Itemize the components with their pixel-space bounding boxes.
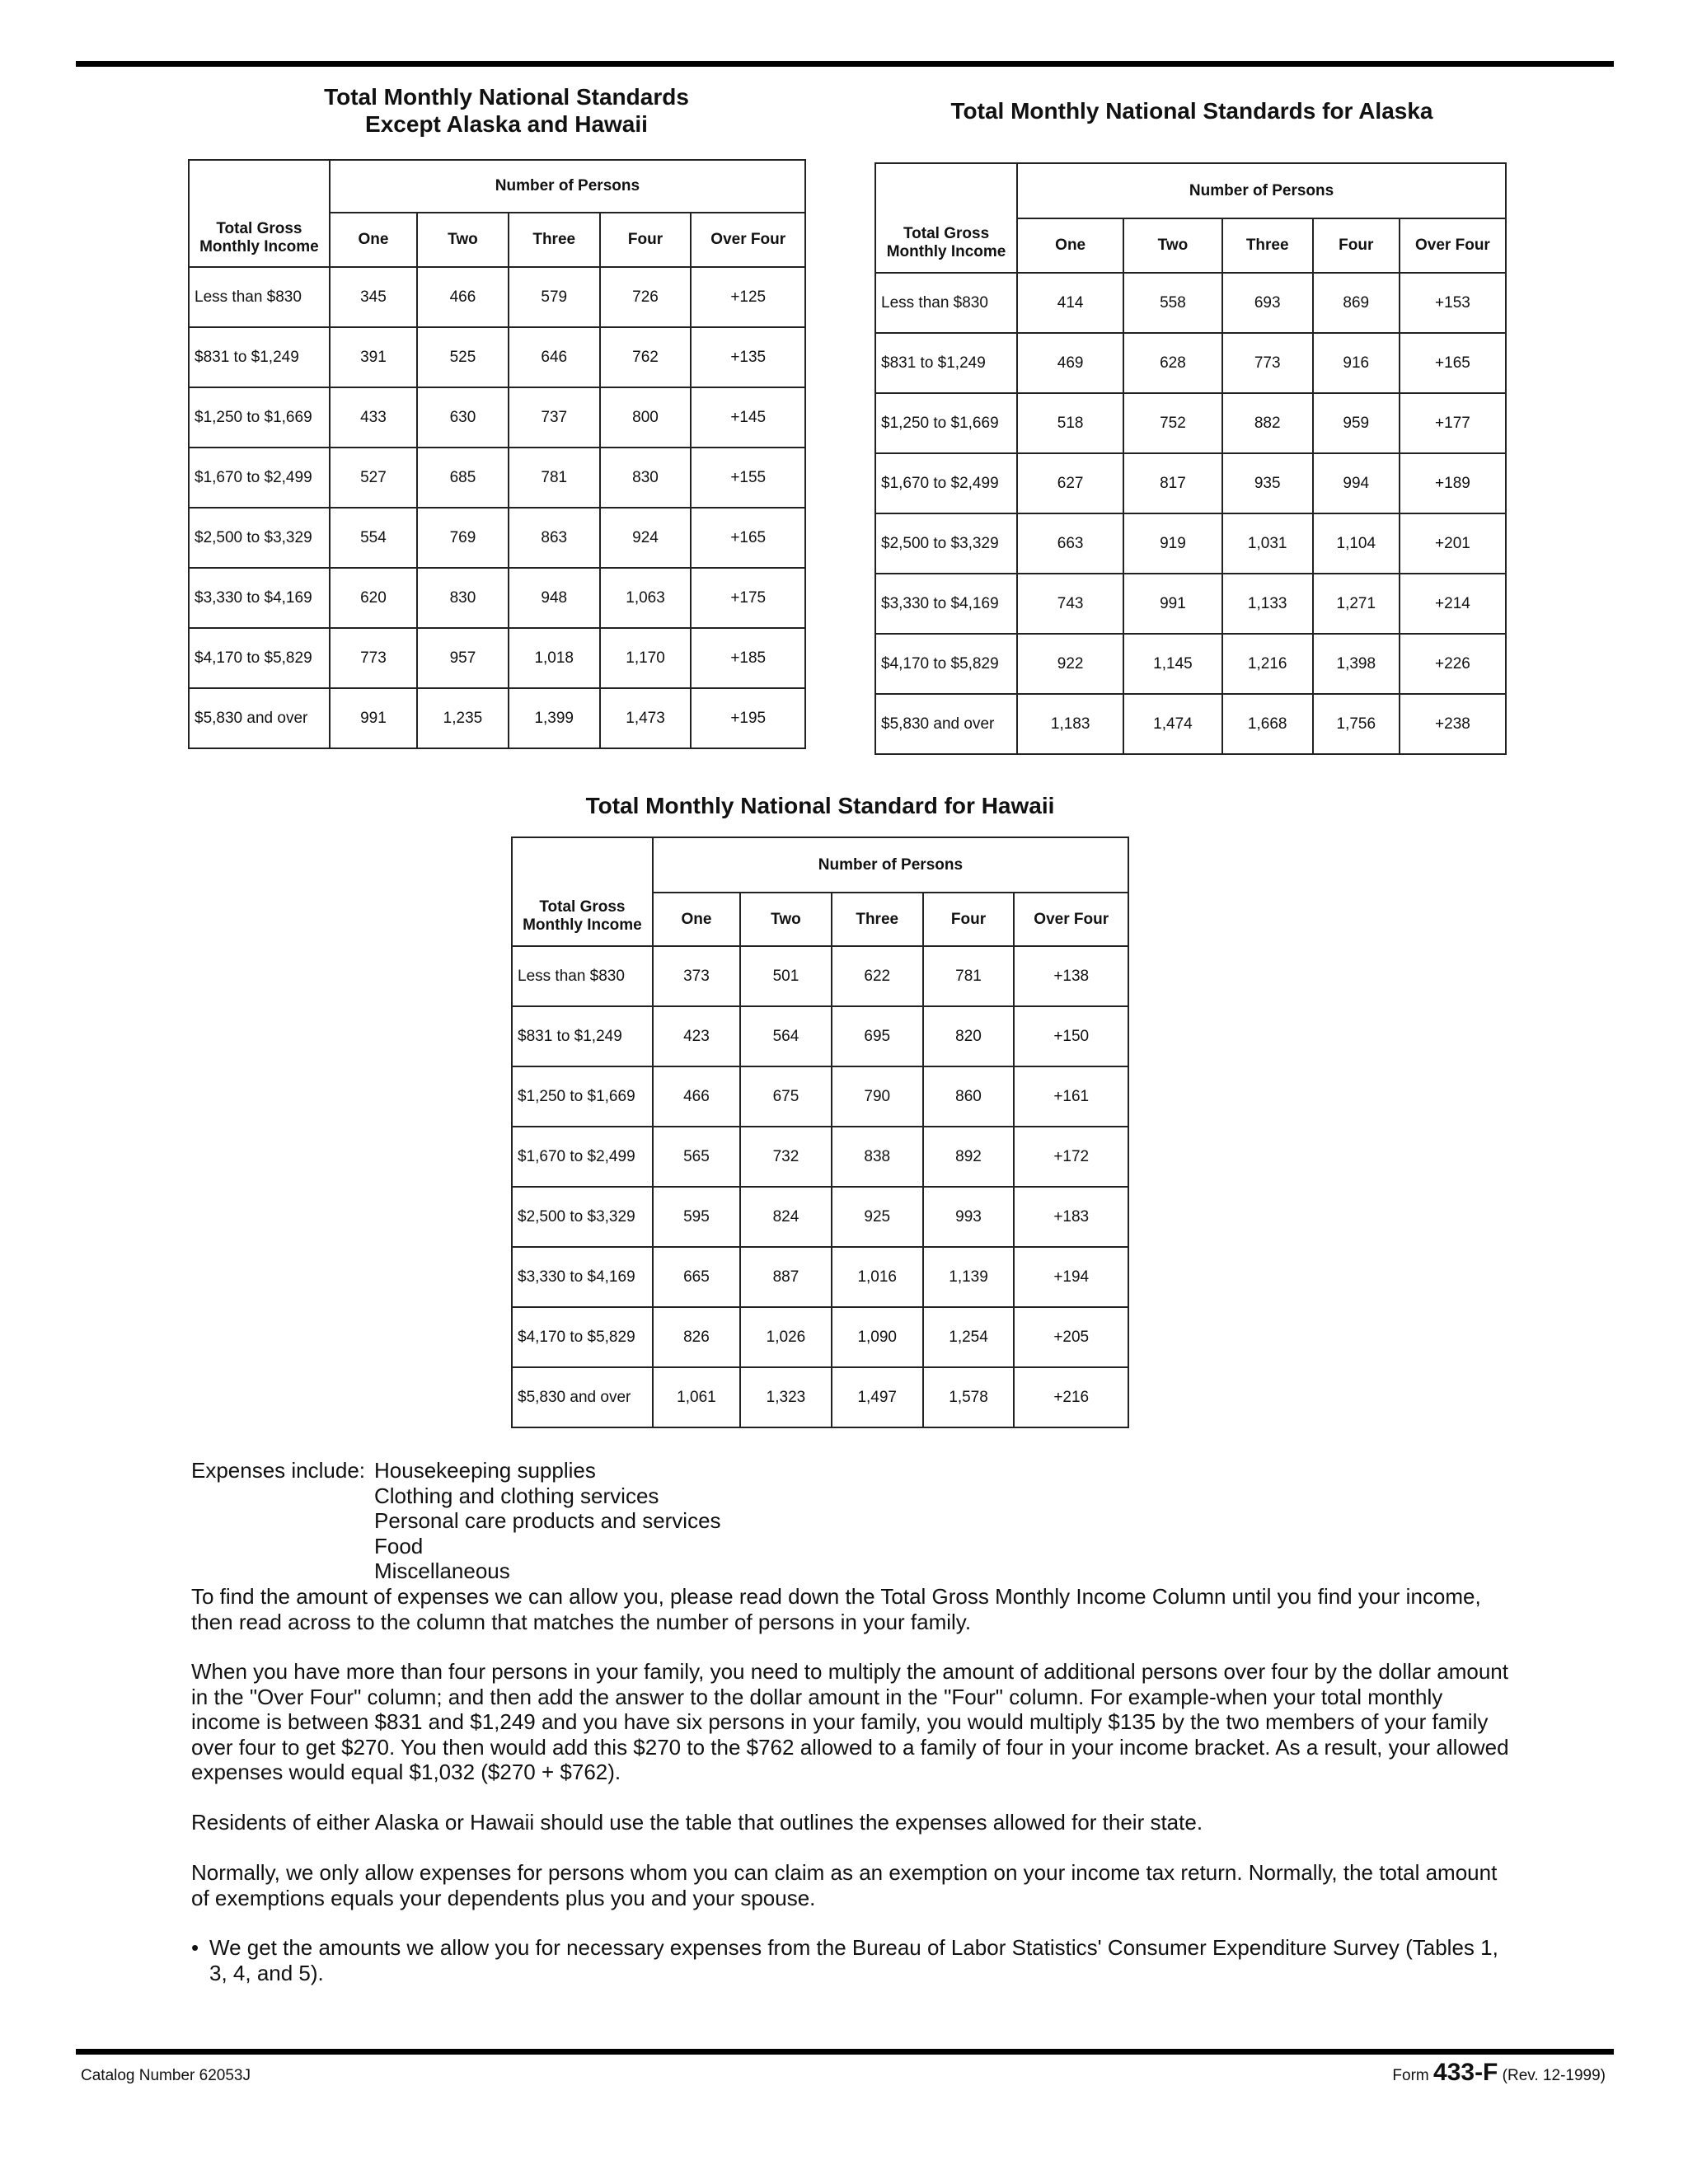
expense-item: Personal care products and services (374, 1508, 721, 1533)
amount-cell: +155 (691, 448, 805, 508)
amount-cell: 790 (832, 1066, 923, 1127)
income-bracket-cell: $1,670 to $2,499 (512, 1127, 653, 1187)
amount-cell: +205 (1014, 1307, 1128, 1367)
income-bracket-cell: Less than $830 (875, 273, 1017, 333)
amount-cell: 1,170 (600, 628, 692, 688)
amount-cell: +214 (1400, 574, 1506, 634)
amount-cell: 830 (600, 448, 692, 508)
amount-cell: 1,216 (1222, 634, 1313, 694)
amount-cell: 737 (509, 387, 600, 448)
title-line-2: Except Alaska and Hawaii (365, 111, 648, 137)
amount-cell: +238 (1400, 694, 1506, 754)
table-row (189, 628, 805, 688)
amount-cell: 994 (1313, 453, 1400, 513)
amount-cell: 762 (600, 327, 692, 387)
amount-cell: +185 (691, 628, 805, 688)
income-bracket-cell: $1,670 to $2,499 (875, 453, 1017, 513)
amount-cell: 525 (417, 327, 509, 387)
amount-cell: 663 (1017, 513, 1123, 574)
amount-cell: 773 (330, 628, 417, 688)
amount-cell: 948 (509, 568, 600, 628)
national-standards-table (188, 159, 806, 749)
amount-cell: 882 (1222, 393, 1313, 453)
amount-cell: 1,323 (740, 1367, 832, 1427)
persons-header: Number of Persons (330, 160, 805, 213)
amount-cell: 665 (653, 1247, 740, 1307)
table-row (189, 688, 805, 748)
amount-cell: 414 (1017, 273, 1123, 333)
amount-cell: 925 (832, 1187, 923, 1247)
income-bracket-cell: $1,670 to $2,499 (189, 448, 330, 508)
amount-cell: 824 (740, 1187, 832, 1247)
table-row (189, 327, 805, 387)
amount-cell: 1,497 (832, 1367, 923, 1427)
column-header: Four (600, 213, 692, 267)
column-header: Four (1313, 218, 1400, 273)
column-header: One (1017, 218, 1123, 273)
table-row (875, 694, 1506, 754)
amount-cell: +153 (1400, 273, 1506, 333)
table-row (875, 574, 1506, 634)
amount-cell: 675 (740, 1066, 832, 1127)
amount-cell: 1,139 (923, 1247, 1015, 1307)
income-bracket-cell: $4,170 to $5,829 (189, 628, 330, 688)
amount-cell: 1,104 (1313, 513, 1400, 574)
amount-cell: +177 (1400, 393, 1506, 453)
table-row (875, 393, 1506, 453)
amount-cell: +145 (691, 387, 805, 448)
table-row (189, 508, 805, 568)
form-number (1392, 2059, 1606, 2087)
expense-item: Clothing and clothing services (374, 1483, 659, 1508)
income-column-header: Total Gross Monthly Income (512, 837, 653, 946)
amount-cell: 1,026 (740, 1307, 832, 1367)
alaska-standards-table (874, 162, 1507, 755)
amount-cell: +216 (1014, 1367, 1128, 1427)
catalog-number: Catalog Number 62053J (81, 2067, 251, 2084)
table-row (512, 1247, 1128, 1307)
amount-cell: +183 (1014, 1187, 1128, 1247)
amount-cell: 627 (1017, 453, 1123, 513)
amount-cell: 820 (923, 1006, 1015, 1066)
amount-cell: 957 (417, 628, 509, 688)
table-title-national (189, 83, 824, 138)
amount-cell: 501 (740, 946, 832, 1006)
amount-cell: 726 (600, 267, 692, 327)
amount-cell: 423 (653, 1006, 740, 1066)
amount-cell: 1,756 (1313, 694, 1400, 754)
column-header: Over Four (1400, 218, 1506, 273)
amount-cell: 518 (1017, 393, 1123, 453)
table-row (512, 1066, 1128, 1127)
income-bracket-cell: $831 to $1,249 (512, 1006, 653, 1066)
amount-cell: +125 (691, 267, 805, 327)
amount-cell: 1,271 (1313, 574, 1400, 634)
persons-header: Number of Persons (653, 837, 1128, 893)
income-bracket-cell: $5,830 and over (189, 688, 330, 748)
amount-cell: 830 (417, 568, 509, 628)
amount-cell: +165 (1400, 333, 1506, 393)
table-title-alaska: Total Monthly National Standards for Alaska (950, 98, 1433, 124)
amount-cell: 622 (832, 946, 923, 1006)
amount-cell: 1,145 (1123, 634, 1222, 694)
amount-cell: 564 (740, 1006, 832, 1066)
income-bracket-cell: $3,330 to $4,169 (189, 568, 330, 628)
income-bracket-cell: $3,330 to $4,169 (512, 1247, 653, 1307)
table-row (189, 568, 805, 628)
persons-header: Number of Persons (1017, 163, 1506, 218)
amount-cell: 693 (1222, 273, 1313, 333)
table-row (512, 1187, 1128, 1247)
amount-cell: +150 (1014, 1006, 1128, 1066)
source-bullet (191, 1935, 1510, 1985)
amount-cell: 781 (509, 448, 600, 508)
amount-cell: 1,398 (1313, 634, 1400, 694)
amount-cell: +201 (1400, 513, 1506, 574)
alaska-hawaii-paragraph: Residents of either Alaska or Hawaii should use the table that outlines the expenses allowed for their state. (191, 1810, 1203, 1835)
amount-cell: 391 (330, 327, 417, 387)
amount-cell: 695 (832, 1006, 923, 1066)
expenses-label: Expenses include: (191, 1458, 366, 1483)
amount-cell: +195 (691, 688, 805, 748)
amount-cell: 565 (653, 1127, 740, 1187)
amount-cell: +135 (691, 327, 805, 387)
income-bracket-cell: $5,830 and over (875, 694, 1017, 754)
amount-cell: 466 (653, 1066, 740, 1127)
amount-cell: +165 (691, 508, 805, 568)
amount-cell: +161 (1014, 1066, 1128, 1127)
form-prefix: Form (1392, 2067, 1429, 2084)
column-header: Three (832, 893, 923, 946)
form-id: 433-F (1433, 2059, 1498, 2086)
amount-cell: 345 (330, 267, 417, 327)
amount-cell: 863 (509, 508, 600, 568)
amount-cell: 922 (1017, 634, 1123, 694)
amount-cell: 993 (923, 1187, 1015, 1247)
amount-cell: 752 (1123, 393, 1222, 453)
amount-cell: 1,133 (1222, 574, 1313, 634)
income-bracket-cell: $1,250 to $1,669 (512, 1066, 653, 1127)
amount-cell: 1,473 (600, 688, 692, 748)
amount-cell: 579 (509, 267, 600, 327)
income-bracket-cell: $2,500 to $3,329 (512, 1187, 653, 1247)
amount-cell: 1,578 (923, 1367, 1015, 1427)
amount-cell: 685 (417, 448, 509, 508)
amount-cell: 1,063 (600, 568, 692, 628)
amount-cell: 916 (1313, 333, 1400, 393)
income-bracket-cell: Less than $830 (189, 267, 330, 327)
expense-item: Housekeeping supplies (374, 1458, 596, 1483)
amount-cell: +172 (1014, 1127, 1128, 1187)
table-row (875, 273, 1506, 333)
amount-cell: 991 (1123, 574, 1222, 634)
over-four-paragraph: When you have more than four persons in your family, you need to multiply the amount of additional persons over four by the dollar amount in the "Over Four" column; and then add the answer to the dollar amount in the "Four" column. For example-when your total monthly income is between $831 and $1,249 and you have six persons in your family, you would multiply $135 by the two members of your family over four to get $270. You then would add this $270 to the $762 allowed to a family of four in your income bracket. As a result, your allowed expenses would equal $1,032 ($270 + $762). (191, 1659, 1509, 1784)
amount-cell: +138 (1014, 946, 1128, 1006)
column-header: Two (1123, 218, 1222, 273)
amount-cell: 554 (330, 508, 417, 568)
income-column-header: Total Gross Monthly Income (189, 160, 330, 267)
instructions-paragraph: To find the amount of expenses we can allow you, please read down the Total Gross Monthly Income Column until you find your income, then read across to the column that matches the number of persons in your family. (191, 1584, 1481, 1634)
income-bracket-cell: $831 to $1,249 (189, 327, 330, 387)
amount-cell: 558 (1123, 273, 1222, 333)
amount-cell: 924 (600, 508, 692, 568)
form-revision: (Rev. 12-1999) (1502, 2067, 1606, 2084)
title-line-1: Total Monthly National Standards (324, 84, 689, 110)
bullet-icon: • (191, 1935, 199, 1960)
income-bracket-cell: $831 to $1,249 (875, 333, 1017, 393)
amount-cell: 781 (923, 946, 1015, 1006)
column-header: One (330, 213, 417, 267)
amount-cell: 935 (1222, 453, 1313, 513)
amount-cell: +194 (1014, 1247, 1128, 1307)
amount-cell: 433 (330, 387, 417, 448)
amount-cell: 769 (417, 508, 509, 568)
amount-cell: 646 (509, 327, 600, 387)
table-row (875, 634, 1506, 694)
amount-cell: 800 (600, 387, 692, 448)
amount-cell: 892 (923, 1127, 1015, 1187)
amount-cell: 1,399 (509, 688, 600, 748)
amount-cell: 773 (1222, 333, 1313, 393)
income-bracket-cell: $1,250 to $1,669 (189, 387, 330, 448)
amount-cell: 628 (1123, 333, 1222, 393)
income-bracket-cell: $4,170 to $5,829 (875, 634, 1017, 694)
amount-cell: +175 (691, 568, 805, 628)
table-row (512, 946, 1128, 1006)
amount-cell: 991 (330, 688, 417, 748)
source-text: We get the amounts we allow you for necessary expenses from the Bureau of Labor Statistics' Consumer Expenditure Survey (Tables 1, 3, 4, and 5). (209, 1935, 1498, 1985)
column-header: Over Four (1014, 893, 1128, 946)
table-row (189, 387, 805, 448)
amount-cell: 527 (330, 448, 417, 508)
income-bracket-cell: $2,500 to $3,329 (189, 508, 330, 568)
expense-item: Miscellaneous (374, 1558, 510, 1583)
amount-cell: 630 (417, 387, 509, 448)
table-row (512, 1367, 1128, 1427)
amount-cell: 1,235 (417, 688, 509, 748)
table-row (875, 453, 1506, 513)
income-bracket-cell: $1,250 to $1,669 (875, 393, 1017, 453)
amount-cell: 860 (923, 1066, 1015, 1127)
table-row (875, 513, 1506, 574)
amount-cell: 743 (1017, 574, 1123, 634)
amount-cell: 1,016 (832, 1247, 923, 1307)
column-header: Two (740, 893, 832, 946)
amount-cell: 469 (1017, 333, 1123, 393)
amount-cell: 838 (832, 1127, 923, 1187)
expenses-list (374, 1458, 721, 1584)
income-bracket-cell: $4,170 to $5,829 (512, 1307, 653, 1367)
column-header: Two (417, 213, 509, 267)
amount-cell: 826 (653, 1307, 740, 1367)
hawaii-standards-table (511, 837, 1129, 1428)
amount-cell: 1,090 (832, 1307, 923, 1367)
expense-item: Food (374, 1533, 424, 1558)
column-header: Three (509, 213, 600, 267)
amount-cell: 620 (330, 568, 417, 628)
income-bracket-cell: $2,500 to $3,329 (875, 513, 1017, 574)
income-column-header: Total Gross Monthly Income (875, 163, 1017, 273)
table-row (189, 267, 805, 327)
income-bracket-cell: $5,830 and over (512, 1367, 653, 1427)
amount-cell: 959 (1313, 393, 1400, 453)
amount-cell: 919 (1123, 513, 1222, 574)
amount-cell: 817 (1123, 453, 1222, 513)
amount-cell: 1,474 (1123, 694, 1222, 754)
income-bracket-cell: $3,330 to $4,169 (875, 574, 1017, 634)
table-row (512, 1307, 1128, 1367)
bottom-rule (76, 2049, 1614, 2055)
top-rule (76, 61, 1614, 67)
amount-cell: 1,018 (509, 628, 600, 688)
table-row (512, 1006, 1128, 1066)
table-title-hawaii: Total Monthly National Standard for Hawaii (585, 793, 1055, 818)
amount-cell: 1,668 (1222, 694, 1313, 754)
amount-cell: 1,254 (923, 1307, 1015, 1367)
amount-cell: +189 (1400, 453, 1506, 513)
amount-cell: 1,183 (1017, 694, 1123, 754)
amount-cell: +226 (1400, 634, 1506, 694)
income-bracket-cell: Less than $830 (512, 946, 653, 1006)
column-header: Three (1222, 218, 1313, 273)
amount-cell: 887 (740, 1247, 832, 1307)
column-header: Over Four (691, 213, 805, 267)
amount-cell: 732 (740, 1127, 832, 1187)
amount-cell: 1,031 (1222, 513, 1313, 574)
column-header: One (653, 893, 740, 946)
amount-cell: 595 (653, 1187, 740, 1247)
amount-cell: 466 (417, 267, 509, 327)
amount-cell: 869 (1313, 273, 1400, 333)
amount-cell: 373 (653, 946, 740, 1006)
table-row (875, 333, 1506, 393)
exemptions-paragraph: Normally, we only allow expenses for persons whom you can claim as an exemption on your income tax return. Normally, the total amount of exemptions equals your dependents plus you and your spouse. (191, 1860, 1498, 1910)
table-row (512, 1127, 1128, 1187)
column-header: Four (923, 893, 1015, 946)
amount-cell: 1,061 (653, 1367, 740, 1427)
table-row (189, 448, 805, 508)
